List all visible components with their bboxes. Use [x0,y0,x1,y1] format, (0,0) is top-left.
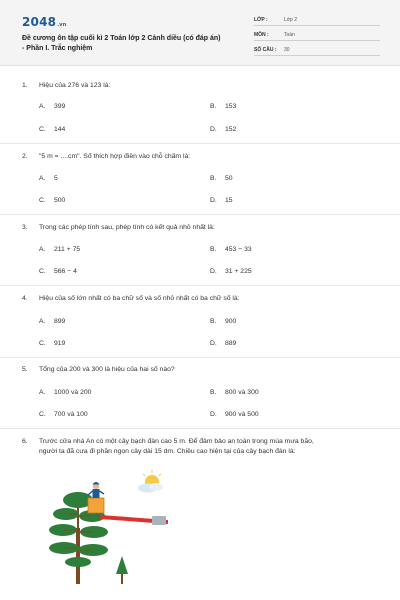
option-letter: D. [210,411,217,418]
option-2b[interactable] [210,175,233,182]
question-divider [0,214,400,215]
question-text-line2: người ta đã cưa đi phần ngọn cây dài 15 dm. Chiều cao hiện tại của cây bạch đàn là: [39,448,296,455]
document-title-line1: Đề cương ôn tập cuối kì 2 Toán lớp 2 Cánh diều (có đáp án) [22,35,221,42]
option-text: 152 [225,126,237,133]
question-5 [22,365,382,375]
option-5d[interactable] [210,411,259,418]
option-text: 700 và 100 [54,411,88,418]
option-5a[interactable] [39,389,91,396]
logo-main-text: 2048 [22,15,57,29]
option-1d[interactable] [210,126,236,133]
option-letter: D. [210,268,217,275]
option-3d[interactable] [210,268,252,275]
option-letter: C. [39,411,46,418]
question-number: 4. [22,295,28,302]
option-text: 900 và 500 [225,411,259,418]
document-title-line2: - Phần I. Trắc nghiệm [22,45,93,52]
option-1c[interactable] [39,126,65,133]
option-text: 919 [54,340,66,347]
option-letter: A. [39,318,46,325]
question-divider [0,285,400,286]
option-text: 889 [225,340,237,347]
option-4b[interactable] [210,318,236,325]
question-number: 1. [22,82,28,89]
option-letter: B. [210,175,217,182]
option-4c[interactable] [39,340,65,347]
tree-cutting-illustration [40,468,190,586]
question-text: Tổng của 200 và 300 là hiệu của hai số nào? [39,366,175,373]
meta-count-label: SỐ CÂU : [254,47,277,53]
option-text: 31 + 225 [225,268,252,275]
option-letter: C. [39,268,46,275]
option-2c[interactable] [39,197,65,204]
meta-question-count [254,44,380,56]
option-3a[interactable] [39,246,80,253]
option-3c[interactable] [39,268,77,275]
question-text: "5 m = ....cm". Số thích hợp điền vào chỗ chấm là: [39,153,191,160]
option-letter: B. [210,389,217,396]
question-divider [0,143,400,144]
option-5c[interactable] [39,411,88,418]
option-1b[interactable] [210,103,236,110]
option-letter: C. [39,126,46,133]
question-divider [0,357,400,358]
option-text: 500 [54,197,66,204]
option-text: 144 [54,126,66,133]
option-4a[interactable] [39,318,65,325]
meta-grade [254,14,380,26]
site-logo[interactable] [22,15,67,29]
option-text: 15 [225,197,233,204]
small-tree-icon [116,556,128,584]
option-2a[interactable] [39,175,58,182]
question-text-line1: Trước cửa nhà An có một cây bạch đàn cao 5 m. Để đảm bảo an toàn trong mùa mưa bão, [39,438,314,445]
option-letter: D. [210,126,217,133]
meta-grade-label: LỚP : [254,17,268,23]
option-letter: A. [39,175,46,182]
option-letter: C. [39,340,46,347]
question-1 [22,81,382,91]
meta-grade-value: Lớp 2 [284,17,298,23]
question-3 [22,223,382,233]
meta-subject [254,29,380,41]
option-letter: B. [210,318,217,325]
option-4d[interactable] [210,340,236,347]
option-letter: C. [39,197,46,204]
cherry-picker-icon [88,498,168,525]
option-text: 900 [225,318,237,325]
option-text: 153 [225,103,237,110]
option-letter: B. [210,246,217,253]
option-text: 1000 và 200 [54,389,92,396]
option-letter: B. [210,103,217,110]
question-text: Hiệu của 276 và 123 là: [39,82,111,89]
option-text: 566 − 4 [54,268,77,275]
option-letter: A. [39,103,46,110]
option-1a[interactable] [39,103,65,110]
option-2d[interactable] [210,197,233,204]
option-text: 211 + 75 [54,246,81,253]
option-3b[interactable] [210,246,252,253]
option-text: 5 [54,175,58,182]
option-letter: D. [210,197,217,204]
option-letter: D. [210,340,217,347]
document-title [22,34,262,54]
question-number: 2. [22,153,28,160]
question-number: 6. [22,438,28,445]
option-text: 50 [225,175,233,182]
sun-cloud-icon [138,470,163,493]
question-2 [22,152,382,162]
option-text: 399 [54,103,66,110]
logo-sub-text: .vn [57,22,67,28]
option-text: 899 [54,318,66,325]
meta-count-value: 30 [284,47,290,53]
document-header [0,0,400,66]
question-text: Hiệu của số lớn nhất có ba chữ số và số nhỏ nhất có ba chữ số là: [39,295,240,302]
option-text: 800 và 300 [225,389,259,396]
option-letter: A. [39,246,46,253]
question-text: Trong các phép tính sau, phép tính có kết quả nhỏ nhất là: [39,224,215,231]
option-letter: A. [39,389,46,396]
option-5b[interactable] [210,389,259,396]
meta-subject-value: Toán [284,32,295,38]
question-divider [0,428,400,429]
question-6 [22,437,382,457]
question-4 [22,294,382,304]
meta-subject-label: MÔN : [254,32,269,38]
option-text: 453 − 33 [225,246,252,253]
question-number: 3. [22,224,28,231]
question-number: 5. [22,366,28,373]
